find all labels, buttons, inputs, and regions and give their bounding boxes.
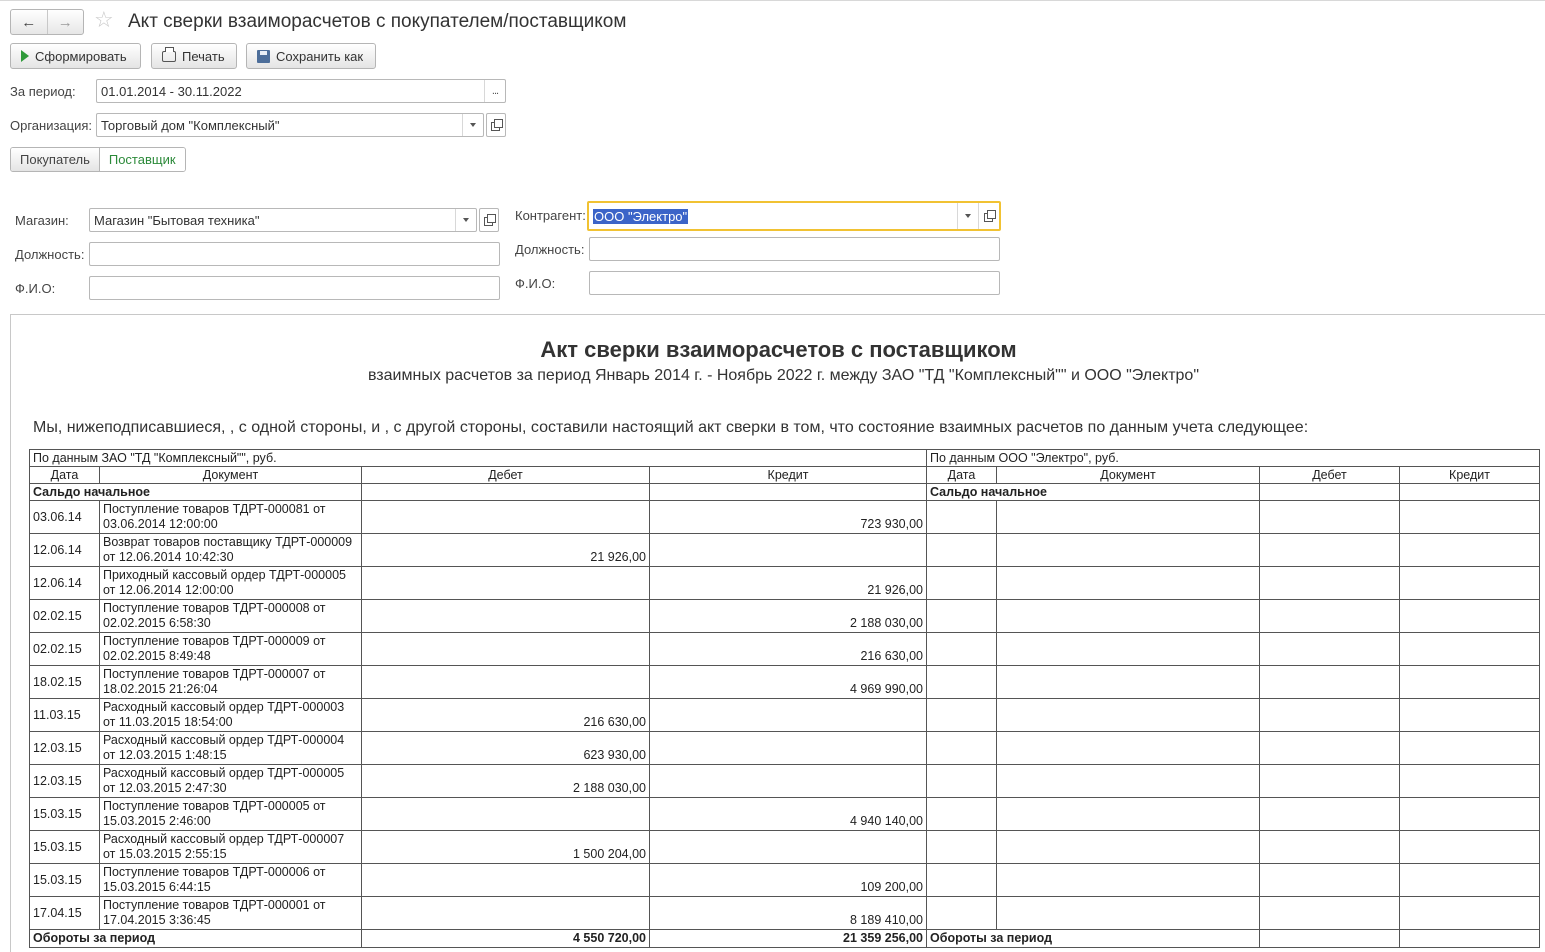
printer-icon bbox=[162, 51, 176, 62]
row-document-right bbox=[997, 864, 1260, 897]
row-credit bbox=[650, 732, 927, 765]
table-row bbox=[30, 501, 1540, 534]
row-date-right bbox=[927, 633, 997, 666]
row-document: Приходный кассовый ордер ТДРТ-000005 от 12.06.2014 12:00:00 bbox=[100, 567, 362, 600]
row-debit-right bbox=[1260, 534, 1400, 567]
col-date: Дата bbox=[30, 467, 100, 484]
period-label: За период: bbox=[10, 84, 76, 99]
turnover-debit: 4 550 720,00 bbox=[362, 930, 650, 948]
row-credit-right bbox=[1400, 534, 1540, 567]
print-button[interactable] bbox=[151, 43, 237, 69]
print-button-label: Печать bbox=[182, 48, 225, 64]
organization-dropdown-button[interactable] bbox=[462, 114, 483, 136]
row-debit bbox=[362, 633, 650, 666]
row-date-right bbox=[927, 567, 997, 600]
fio-label-left: Ф.И.О: bbox=[15, 281, 56, 296]
table-row bbox=[30, 831, 1540, 864]
row-date-right bbox=[927, 765, 997, 798]
counterparty-open-button[interactable] bbox=[978, 203, 999, 229]
row-document-right bbox=[997, 897, 1260, 930]
row-debit: 2 188 030,00 bbox=[362, 765, 650, 798]
favorite-star-icon[interactable]: ☆ bbox=[94, 7, 114, 32]
turnover-credit: 21 359 256,00 bbox=[650, 930, 927, 948]
row-debit bbox=[362, 864, 650, 897]
row-date: 02.02.15 bbox=[30, 633, 100, 666]
row-credit-right bbox=[1400, 633, 1540, 666]
row-credit-right bbox=[1400, 699, 1540, 732]
row-date-right bbox=[927, 897, 997, 930]
row-credit-right bbox=[1400, 666, 1540, 699]
table-row bbox=[30, 567, 1540, 600]
row-debit-right bbox=[1260, 798, 1400, 831]
report-document[interactable] bbox=[10, 314, 1545, 952]
opening-balance-credit bbox=[650, 484, 927, 501]
row-date: 15.03.15 bbox=[30, 864, 100, 897]
row-date: 12.06.14 bbox=[30, 567, 100, 600]
table-row bbox=[30, 633, 1540, 666]
row-document-right bbox=[997, 765, 1260, 798]
row-credit-right bbox=[1400, 501, 1540, 534]
row-date-right bbox=[927, 501, 997, 534]
row-date: 12.03.15 bbox=[30, 732, 100, 765]
row-debit: 21 926,00 bbox=[362, 534, 650, 567]
row-credit: 4 940 140,00 bbox=[650, 798, 927, 831]
row-debit-right bbox=[1260, 897, 1400, 930]
position-label-left: Должность: bbox=[15, 247, 85, 262]
counterparty-value: ООО "Электро" bbox=[594, 208, 688, 224]
row-document: Расходный кассовый ордер ТДРТ-000003 от 11.03.2015 18:54:00 bbox=[100, 699, 362, 732]
row-credit: 2 188 030,00 bbox=[650, 600, 927, 633]
col-date-right: Дата bbox=[927, 467, 997, 484]
period-field[interactable] bbox=[96, 79, 506, 103]
table-row bbox=[30, 534, 1540, 567]
row-debit bbox=[362, 501, 650, 534]
col-document-right: Документ bbox=[997, 467, 1260, 484]
window-title: Акт сверки взаиморасчетов с покупателем/поставщиком bbox=[128, 11, 627, 32]
navigation-buttons bbox=[10, 9, 84, 35]
report-subtitle: взаимных расчетов за период Январь 2014 г. - Ноябрь 2022 г. между ЗАО "ТД "Комплексный"" и ООО "Электро" bbox=[367, 367, 1199, 384]
row-date: 12.03.15 bbox=[30, 765, 100, 798]
row-date: 12.06.14 bbox=[30, 534, 100, 567]
row-debit-right bbox=[1260, 699, 1400, 732]
row-debit-right bbox=[1260, 600, 1400, 633]
row-credit-right bbox=[1400, 732, 1540, 765]
fio-input-left[interactable] bbox=[89, 276, 500, 300]
table-row bbox=[30, 897, 1540, 930]
row-debit-right bbox=[1260, 501, 1400, 534]
period-select-button[interactable]: ... bbox=[484, 80, 505, 102]
row-credit: 216 630,00 bbox=[650, 633, 927, 666]
row-date: 11.03.15 bbox=[30, 699, 100, 732]
row-document: Поступление товаров ТДРТ-000006 от 15.03.2015 6:44:15 bbox=[100, 864, 362, 897]
row-credit: 8 189 410,00 bbox=[650, 897, 927, 930]
row-credit: 723 930,00 bbox=[650, 501, 927, 534]
turnover-credit-right bbox=[1400, 930, 1540, 948]
reconciliation-table bbox=[29, 449, 1540, 948]
position-label-right: Должность: bbox=[515, 242, 585, 257]
counterparty-label: Контрагент: bbox=[515, 208, 586, 223]
opening-balance-debit bbox=[362, 484, 650, 501]
row-document: Поступление товаров ТДРТ-000001 от 17.04.2015 3:36:45 bbox=[100, 897, 362, 930]
row-document-right bbox=[997, 666, 1260, 699]
row-document: Расходный кассовый ордер ТДРТ-000007 от 15.03.2015 2:55:15 bbox=[100, 831, 362, 864]
row-debit: 1 500 204,00 bbox=[362, 831, 650, 864]
play-icon bbox=[21, 50, 29, 62]
row-date: 02.02.15 bbox=[30, 600, 100, 633]
organization-value: Торговый дом "Комплексный" bbox=[101, 117, 280, 133]
report-intro: Мы, нижеподписавшиеся, , с одной стороны, и , с другой стороны, составили настоящий акт сверки в том, что состояние взаимных расчетов по данным учета следующее: bbox=[33, 419, 1309, 436]
row-debit-right bbox=[1260, 633, 1400, 666]
row-debit bbox=[362, 798, 650, 831]
row-date: 15.03.15 bbox=[30, 798, 100, 831]
row-document: Поступление товаров ТДРТ-000009 от 02.02.2015 8:49:48 bbox=[100, 633, 362, 666]
row-document-right bbox=[997, 501, 1260, 534]
store-value: Магазин "Бытовая техника" bbox=[94, 212, 260, 228]
forward-arrow-icon[interactable]: → bbox=[47, 10, 84, 34]
row-date-right bbox=[927, 699, 997, 732]
row-credit-right bbox=[1400, 864, 1540, 897]
row-date-right bbox=[927, 864, 997, 897]
chevron-down-icon bbox=[965, 214, 971, 218]
row-debit bbox=[362, 897, 650, 930]
row-document-right bbox=[997, 534, 1260, 567]
row-document: Расходный кассовый ордер ТДРТ-000005 от 12.03.2015 2:47:30 bbox=[100, 765, 362, 798]
opening-balance-label-right: Сальдо начальное bbox=[927, 484, 1260, 501]
row-credit: 21 926,00 bbox=[650, 567, 927, 600]
row-document: Расходный кассовый ордер ТДРТ-000004 от 12.03.2015 1:48:15 bbox=[100, 732, 362, 765]
position-input-left[interactable] bbox=[89, 242, 500, 266]
opening-balance-credit-right bbox=[1400, 484, 1540, 501]
table-row bbox=[30, 666, 1540, 699]
store-field[interactable] bbox=[89, 208, 477, 232]
row-date: 03.06.14 bbox=[30, 501, 100, 534]
col-credit: Кредит bbox=[650, 467, 927, 484]
organization-open-button[interactable] bbox=[486, 113, 506, 137]
table-row bbox=[30, 864, 1540, 897]
generate-button[interactable] bbox=[10, 43, 141, 69]
table-row bbox=[30, 600, 1540, 633]
row-date-right bbox=[927, 600, 997, 633]
row-credit-right bbox=[1400, 897, 1540, 930]
counterparty-field[interactable] bbox=[587, 201, 1001, 231]
row-document-right bbox=[997, 732, 1260, 765]
fio-input-right[interactable] bbox=[589, 271, 1000, 295]
chevron-down-icon bbox=[463, 218, 469, 222]
store-open-button[interactable] bbox=[479, 208, 499, 232]
organization-label: Организация: bbox=[10, 118, 93, 133]
open-window-icon bbox=[984, 213, 993, 222]
col-debit: Дебет bbox=[362, 467, 650, 484]
floppy-disk-icon bbox=[257, 50, 270, 63]
turnover-label: Обороты за период bbox=[30, 930, 362, 948]
row-credit-right bbox=[1400, 831, 1540, 864]
organization-field[interactable] bbox=[96, 113, 484, 137]
row-document: Поступление товаров ТДРТ-000007 от 18.02.2015 21:26:04 bbox=[100, 666, 362, 699]
left-side-header: По данным ЗАО "ТД "Комплексный"", руб. bbox=[30, 450, 927, 467]
row-credit bbox=[650, 831, 927, 864]
right-side-header: По данным ООО "Электро", руб. bbox=[927, 450, 1540, 467]
mode-toggle bbox=[10, 147, 186, 172]
generate-button-label: Сформировать bbox=[35, 48, 127, 64]
row-date-right bbox=[927, 732, 997, 765]
row-date: 18.02.15 bbox=[30, 666, 100, 699]
row-document-right bbox=[997, 831, 1260, 864]
table-row bbox=[30, 699, 1540, 732]
row-date-right bbox=[927, 831, 997, 864]
col-debit-right: Дебет bbox=[1260, 467, 1400, 484]
row-debit-right bbox=[1260, 765, 1400, 798]
row-credit: 109 200,00 bbox=[650, 864, 927, 897]
store-label: Магазин: bbox=[15, 213, 69, 228]
row-document-right bbox=[997, 699, 1260, 732]
opening-balance-debit-right bbox=[1260, 484, 1400, 501]
table-row bbox=[30, 765, 1540, 798]
row-debit-right bbox=[1260, 831, 1400, 864]
row-date: 17.04.15 bbox=[30, 897, 100, 930]
row-date-right bbox=[927, 666, 997, 699]
opening-balance-label: Сальдо начальное bbox=[30, 484, 362, 501]
col-document: Документ bbox=[100, 467, 362, 484]
row-credit: 4 969 990,00 bbox=[650, 666, 927, 699]
chevron-down-icon bbox=[470, 123, 476, 127]
table-row bbox=[30, 798, 1540, 831]
row-document-right bbox=[997, 798, 1260, 831]
row-debit bbox=[362, 567, 650, 600]
turnover-row bbox=[30, 930, 1540, 948]
open-window-icon bbox=[491, 122, 500, 131]
row-debit: 216 630,00 bbox=[362, 699, 650, 732]
row-credit bbox=[650, 534, 927, 567]
store-dropdown-button[interactable] bbox=[455, 209, 476, 231]
row-document: Поступление товаров ТДРТ-000081 от 03.06.2014 12:00:00 bbox=[100, 501, 362, 534]
window-top-border bbox=[0, 0, 1545, 1]
row-credit bbox=[650, 765, 927, 798]
row-document: Возврат товаров поставщику ТДРТ-000009 от 12.06.2014 10:42:30 bbox=[100, 534, 362, 567]
row-date-right bbox=[927, 798, 997, 831]
report-title: Акт сверки взаиморасчетов с поставщиком bbox=[540, 337, 1017, 362]
position-input-right[interactable] bbox=[589, 237, 1000, 261]
row-credit-right bbox=[1400, 600, 1540, 633]
row-date: 15.03.15 bbox=[30, 831, 100, 864]
row-debit-right bbox=[1260, 864, 1400, 897]
row-document: Поступление товаров ТДРТ-000008 от 02.02.2015 6:58:30 bbox=[100, 600, 362, 633]
row-debit bbox=[362, 666, 650, 699]
row-debit-right bbox=[1260, 732, 1400, 765]
period-value: 01.01.2014 - 30.11.2022 bbox=[101, 83, 242, 99]
counterparty-dropdown-button[interactable] bbox=[957, 203, 978, 229]
row-date-right bbox=[927, 534, 997, 567]
row-credit-right bbox=[1400, 765, 1540, 798]
row-debit bbox=[362, 600, 650, 633]
save-as-button[interactable] bbox=[246, 43, 376, 69]
fio-label-right: Ф.И.О: bbox=[515, 276, 556, 291]
row-credit-right bbox=[1400, 798, 1540, 831]
back-arrow-icon[interactable]: ← bbox=[21, 13, 37, 31]
row-credit bbox=[650, 699, 927, 732]
row-document: Поступление товаров ТДРТ-000005 от 15.03.2015 2:46:00 bbox=[100, 798, 362, 831]
row-debit-right bbox=[1260, 567, 1400, 600]
row-document-right bbox=[997, 633, 1260, 666]
mode-supplier-button[interactable]: Поставщик bbox=[100, 148, 185, 171]
col-credit-right: Кредит bbox=[1400, 467, 1540, 484]
turnover-label-right: Обороты за период bbox=[927, 930, 1260, 948]
save-as-button-label: Сохранить как bbox=[276, 48, 364, 64]
table-row bbox=[30, 732, 1540, 765]
row-document-right bbox=[997, 567, 1260, 600]
open-window-icon bbox=[484, 217, 493, 226]
mode-buyer-button[interactable]: Покупатель bbox=[11, 148, 100, 171]
row-debit: 623 930,00 bbox=[362, 732, 650, 765]
row-document-right bbox=[997, 600, 1260, 633]
row-credit-right bbox=[1400, 567, 1540, 600]
row-debit-right bbox=[1260, 666, 1400, 699]
turnover-debit-right bbox=[1260, 930, 1400, 948]
